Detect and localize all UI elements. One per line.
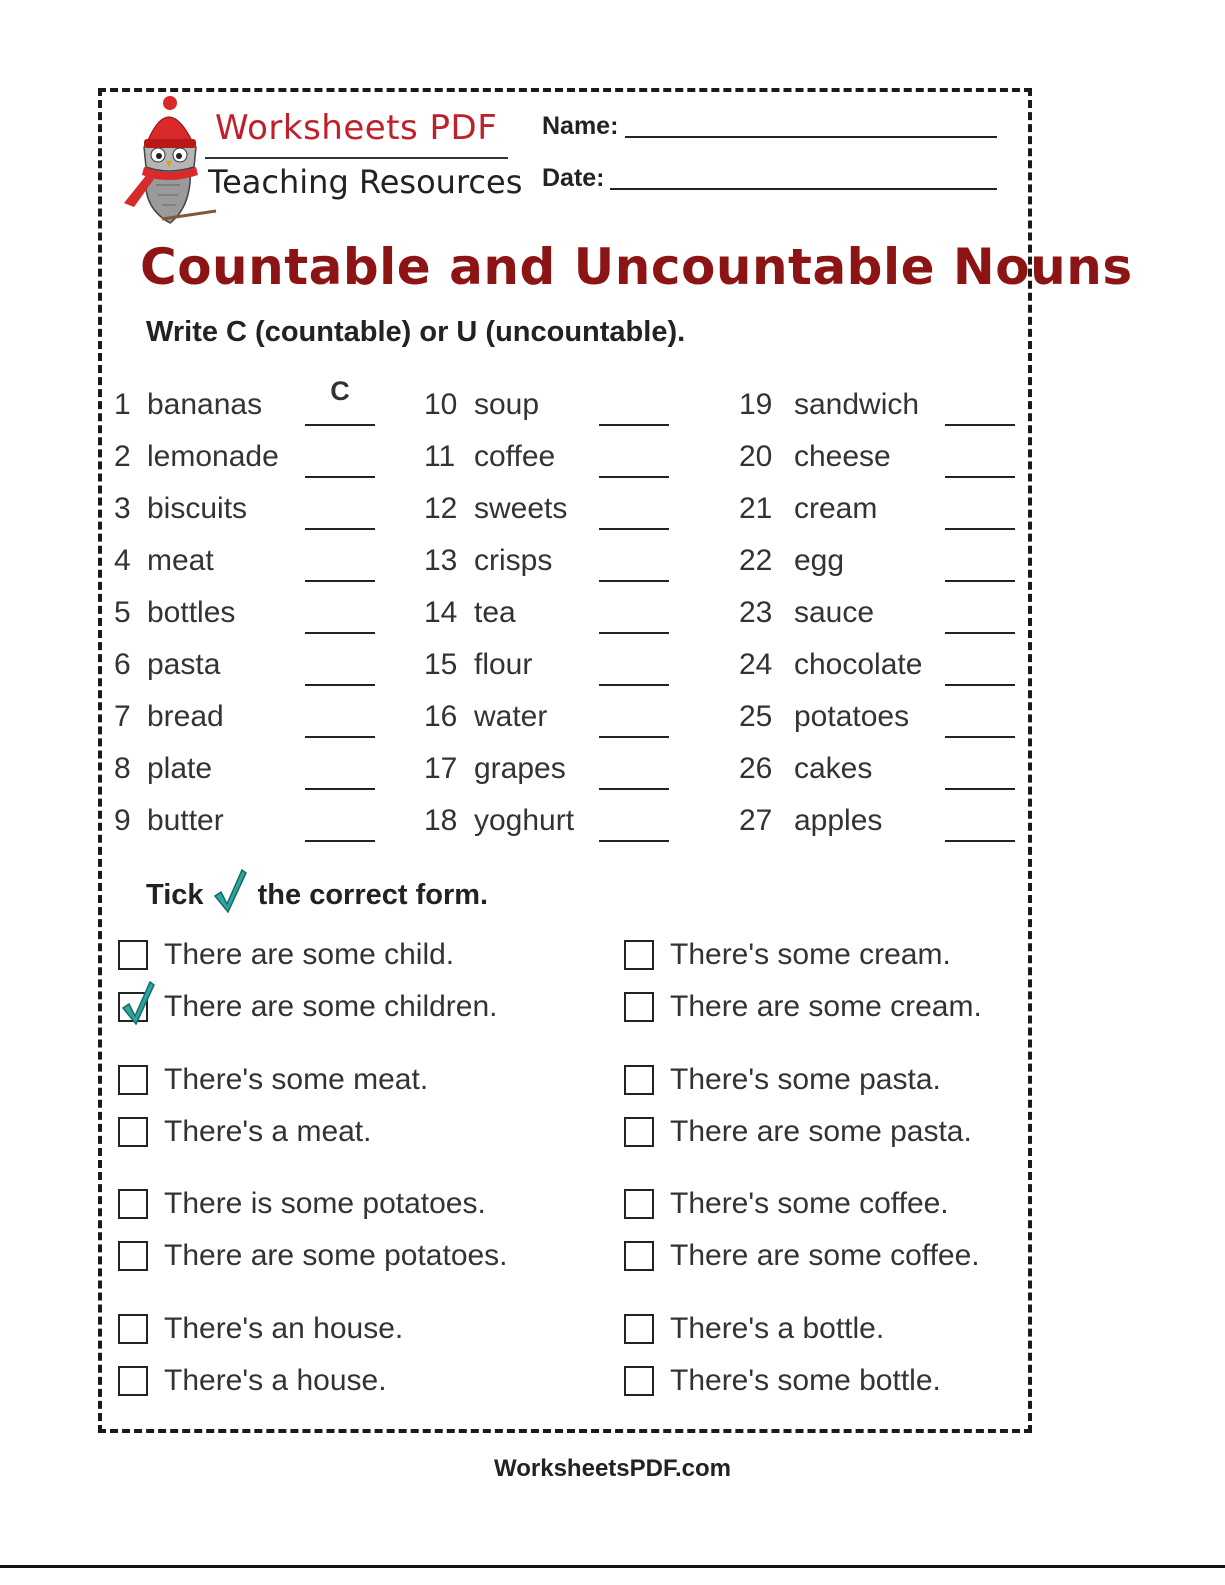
noun-number: 13 <box>424 544 458 577</box>
answer-blank[interactable] <box>945 736 1015 738</box>
tick-option[interactable] <box>624 990 1034 1030</box>
answer-blank[interactable] <box>599 632 669 634</box>
answer-blank[interactable] <box>599 840 669 842</box>
section2-instruction <box>146 868 488 912</box>
noun-word: egg <box>794 544 845 577</box>
noun-number: 26 <box>739 752 773 785</box>
noun-number: 3 <box>114 492 131 525</box>
noun-row <box>739 492 1015 532</box>
noun-number: 17 <box>424 752 458 785</box>
answer-blank[interactable] <box>599 684 669 686</box>
tick-option[interactable] <box>118 1364 528 1404</box>
noun-word: cakes <box>794 752 873 785</box>
noun-number: 8 <box>114 752 131 785</box>
noun-word: apples <box>794 804 883 837</box>
noun-row <box>114 440 375 480</box>
noun-row <box>114 752 375 792</box>
option-text: There's some cream. <box>670 938 951 971</box>
noun-number: 6 <box>114 648 131 681</box>
noun-number: 21 <box>739 492 773 525</box>
noun-row <box>739 596 1015 636</box>
tick-option[interactable] <box>624 1187 1034 1227</box>
noun-word: bottles <box>147 596 236 629</box>
noun-number: 16 <box>424 700 458 733</box>
option-text: There are some pasta. <box>670 1115 972 1148</box>
noun-row <box>424 752 669 792</box>
noun-number: 27 <box>739 804 773 837</box>
noun-word: bread <box>147 700 224 733</box>
noun-word: lemonade <box>147 440 279 473</box>
checkbox[interactable] <box>624 1241 654 1271</box>
noun-word: bananas <box>147 388 263 421</box>
brand-tagline: Teaching Resources <box>208 163 523 201</box>
checkbox[interactable] <box>624 1117 654 1147</box>
noun-row <box>739 752 1015 792</box>
checkbox[interactable] <box>118 1314 148 1344</box>
noun-number: 9 <box>114 804 131 837</box>
noun-word: plate <box>147 752 213 785</box>
answer-blank[interactable] <box>305 840 375 842</box>
date-label: Date: <box>542 164 605 192</box>
name-label: Name: <box>542 112 619 140</box>
noun-number: 18 <box>424 804 458 837</box>
noun-number: 23 <box>739 596 773 629</box>
checkbox[interactable] <box>118 1366 148 1396</box>
noun-word: tea <box>474 596 516 629</box>
checkbox[interactable] <box>624 1065 654 1095</box>
noun-number: 4 <box>114 544 131 577</box>
answer-blank[interactable] <box>945 528 1015 530</box>
noun-word: yoghurt <box>474 804 575 837</box>
noun-word: flour <box>474 648 533 681</box>
noun-number: 22 <box>739 544 773 577</box>
answer-blank[interactable] <box>945 788 1015 790</box>
footer-website: WorksheetsPDF.com <box>494 1455 731 1482</box>
answer-blank[interactable] <box>945 580 1015 582</box>
option-text: There's some pasta. <box>670 1063 941 1096</box>
checkbox-checked[interactable] <box>118 992 148 1022</box>
noun-number: 1 <box>114 388 131 421</box>
noun-number: 5 <box>114 596 131 629</box>
tick-icon <box>212 868 248 914</box>
noun-number: 14 <box>424 596 458 629</box>
noun-number: 25 <box>739 700 773 733</box>
noun-row <box>739 440 1015 480</box>
noun-row <box>424 388 669 428</box>
option-text: There's a house. <box>164 1364 387 1397</box>
noun-word: grapes <box>474 752 566 785</box>
answer-blank[interactable] <box>599 788 669 790</box>
noun-word: water <box>474 700 548 733</box>
tick-option[interactable] <box>118 1187 528 1227</box>
noun-row <box>114 376 375 428</box>
noun-number: 15 <box>424 648 458 681</box>
option-text: There's some coffee. <box>670 1187 949 1220</box>
noun-row <box>739 804 1015 844</box>
answer-blank[interactable] <box>599 528 669 530</box>
answer-blank[interactable] <box>305 632 375 634</box>
noun-row <box>424 492 669 532</box>
noun-word: butter <box>147 804 224 837</box>
option-text: There is some potatoes. <box>164 1187 486 1220</box>
answer-blank[interactable] <box>599 580 669 582</box>
option-text: There's a meat. <box>164 1115 372 1148</box>
answer-blank[interactable] <box>305 580 375 582</box>
checkbox[interactable] <box>624 1314 654 1344</box>
noun-row <box>114 804 375 844</box>
check-mark-icon <box>118 980 158 1026</box>
answer-blank[interactable] <box>945 840 1015 842</box>
option-text: There are some cream. <box>670 990 982 1023</box>
owl-logo-icon <box>118 95 228 225</box>
answer-blank[interactable] <box>599 476 669 478</box>
noun-row <box>739 544 1015 584</box>
checkbox[interactable] <box>624 940 654 970</box>
noun-word: biscuits <box>147 492 248 525</box>
brand-divider <box>205 157 508 159</box>
noun-row <box>114 648 375 688</box>
noun-row <box>114 700 375 740</box>
checkbox[interactable] <box>624 992 654 1022</box>
tick-option[interactable] <box>624 1312 1034 1352</box>
noun-row <box>739 700 1015 740</box>
brand-name: Worksheets PDF <box>215 108 498 148</box>
tick-option[interactable] <box>624 1063 1034 1103</box>
answer-blank[interactable] <box>945 632 1015 634</box>
noun-number: 7 <box>114 700 131 733</box>
noun-row <box>739 648 1015 688</box>
noun-word: cheese <box>794 440 891 473</box>
option-text: There's some bottle. <box>670 1364 941 1397</box>
noun-word: sweets <box>474 492 568 525</box>
noun-word: potatoes <box>794 700 910 733</box>
noun-row <box>739 388 1015 428</box>
option-text: There's a bottle. <box>670 1312 885 1345</box>
tick-option[interactable] <box>118 938 528 978</box>
tick-option[interactable] <box>624 1364 1034 1404</box>
option-text: There are some potatoes. <box>164 1239 508 1272</box>
tick-option[interactable] <box>118 1063 528 1103</box>
checkbox[interactable] <box>118 1189 148 1219</box>
checkbox[interactable] <box>118 940 148 970</box>
noun-number: 10 <box>424 388 458 421</box>
noun-row <box>114 492 375 532</box>
instruction-tick-word: Tick <box>146 879 204 911</box>
instruction-rest: the correct form. <box>257 879 489 911</box>
answer-blank[interactable] <box>305 736 375 738</box>
option-text: There's some meat. <box>164 1063 429 1096</box>
option-text: There's an house. <box>164 1312 404 1345</box>
noun-word: pasta <box>147 648 221 681</box>
answer-blank[interactable] <box>305 788 375 790</box>
noun-row <box>424 440 669 480</box>
noun-number: 11 <box>424 440 456 473</box>
checkbox[interactable] <box>624 1189 654 1219</box>
tick-option[interactable] <box>624 938 1034 978</box>
answer-blank[interactable] <box>599 736 669 738</box>
noun-word: cream <box>794 492 878 525</box>
answer-blank[interactable] <box>599 424 669 426</box>
noun-number: 20 <box>739 440 773 473</box>
option-text: There are some children. <box>164 990 498 1023</box>
tick-option[interactable] <box>118 1115 528 1155</box>
answer-blank[interactable] <box>305 684 375 686</box>
tick-option[interactable] <box>624 1115 1034 1155</box>
answer-blank[interactable] <box>945 476 1015 478</box>
noun-row <box>424 804 669 844</box>
noun-row <box>424 700 669 740</box>
checkbox[interactable] <box>118 1065 148 1095</box>
bottom-divider <box>0 1565 1225 1568</box>
noun-word: chocolate <box>794 648 923 681</box>
noun-word: sandwich <box>794 388 920 421</box>
answer-text: C <box>330 376 350 406</box>
noun-number: 2 <box>114 440 131 473</box>
noun-number: 24 <box>739 648 773 681</box>
date-field[interactable] <box>610 188 997 190</box>
tick-option[interactable] <box>624 1239 1034 1279</box>
option-text: There are some child. <box>164 938 455 971</box>
option-text: There are some coffee. <box>670 1239 980 1272</box>
name-field[interactable] <box>625 136 997 138</box>
answer-blank[interactable] <box>305 424 375 426</box>
answer-blank[interactable] <box>945 684 1015 686</box>
tick-option[interactable] <box>118 1312 528 1352</box>
tick-option[interactable] <box>118 1239 528 1279</box>
noun-row <box>424 648 669 688</box>
checkbox[interactable] <box>118 1117 148 1147</box>
noun-word: meat <box>147 544 214 577</box>
noun-word: crisps <box>474 544 553 577</box>
noun-number: 19 <box>739 388 773 421</box>
page-title: Countable and Uncountable Nouns <box>140 238 1133 296</box>
noun-number: 12 <box>424 492 458 525</box>
answer-blank[interactable] <box>305 528 375 530</box>
noun-word: sauce <box>794 596 875 629</box>
noun-word: coffee <box>474 440 556 473</box>
answer-blank[interactable] <box>945 424 1015 426</box>
answer-blank[interactable] <box>305 476 375 478</box>
noun-row <box>114 596 375 636</box>
noun-word: soup <box>474 388 540 421</box>
tick-option[interactable] <box>118 990 528 1030</box>
section1-instruction: Write C (countable) or U (uncountable). <box>146 316 686 348</box>
noun-row <box>114 544 375 584</box>
noun-row <box>424 596 669 636</box>
checkbox[interactable] <box>624 1366 654 1396</box>
checkbox[interactable] <box>118 1241 148 1271</box>
noun-row <box>424 544 669 584</box>
